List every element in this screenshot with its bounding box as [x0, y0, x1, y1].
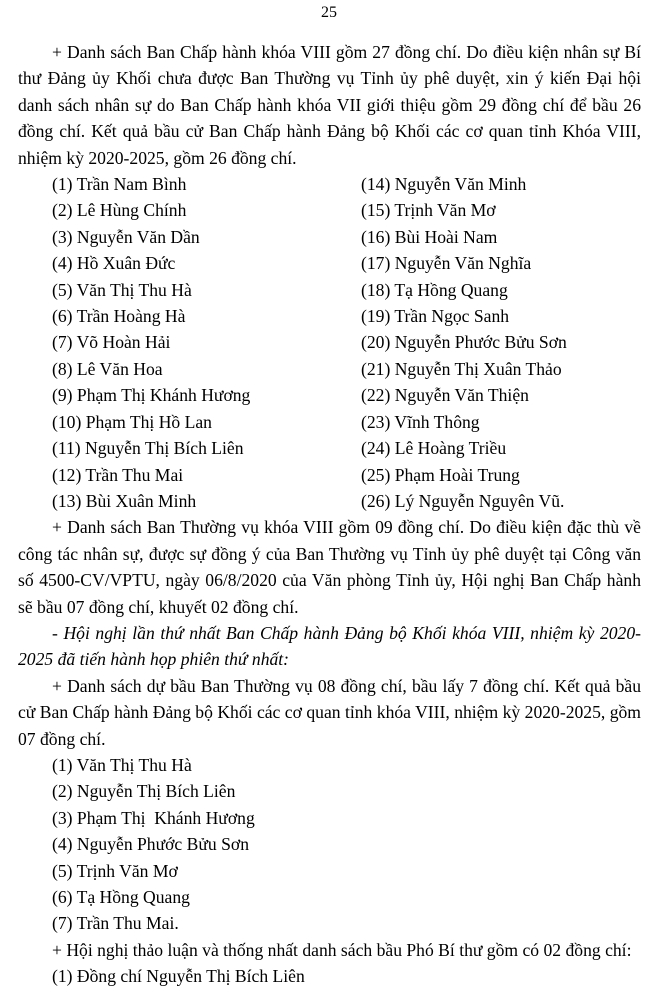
list-item: (13) Bùi Xuân Minh [52, 490, 197, 511]
list-item: (10) Phạm Thị Hồ Lan [52, 411, 212, 432]
list-item: (16) Bùi Hoài Nam [361, 226, 498, 247]
list-item: (11) Nguyễn Thị Bích Liên [52, 438, 244, 459]
list-item: (15) Trịnh Văn Mơ [361, 200, 496, 221]
paragraph-executive-committee-intro: + Danh sách Ban Chấp hành khóa VIII gồm 27 đồng chí. Do điều kiện nhân sự Bí thư Đảng ủy Khối chưa được Ban Thường vụ Tỉnh ủy phê duyệt, xin ý kiến Đại hội danh sách nhân sự do Ban Chấp hành khóa VII giới thiệu gồm 29 đồng chí để bầu 26 đồng chí. Kết quả bầu cử Ban Chấp hành Đảng bộ Khối các cơ quan tỉnh Khóa VIII, nhiệm kỳ 2020-2025, gồm 26 đồng chí. [18, 42, 641, 168]
deputy-secretary-list [18, 963, 641, 989]
list-item: (4) Nguyễn Phước Bửu Sơn [52, 834, 249, 855]
list-item: (4) Hồ Xuân Đức [52, 253, 176, 274]
executive-committee-list-left [18, 171, 325, 514]
list-item: (7) Trần Thu Mai. [52, 913, 179, 934]
list-item: (9) Phạm Thị Khánh Hương [52, 385, 251, 406]
paragraph-deputy-secretary: + Hội nghị thảo luận và thống nhất danh sách bầu Phó Bí thư gồm có 02 đồng chí: [52, 939, 632, 960]
list-item: (8) Lê Văn Hoa [52, 358, 163, 379]
list-item: (6) Tạ Hồng Quang [52, 887, 190, 907]
list-item: (3) Phạm Thị Khánh Hương [52, 807, 255, 828]
executive-committee-list-right [325, 171, 641, 514]
list-item: (23) Vĩnh Thông [361, 411, 480, 432]
paragraph-first-conference: - Hội nghị lần thứ nhất Ban Chấp hành Đảng bộ Khối khóa VIII, nhiệm kỳ 2020-2025 đã tiến hành họp phiên thứ nhất: [18, 622, 641, 670]
list-item: (5) Trịnh Văn Mơ [52, 860, 178, 881]
executive-committee-list [18, 171, 641, 514]
list-item: (5) Văn Thị Thu Hà [52, 279, 192, 300]
list-item: (25) Phạm Hoài Trung [361, 464, 520, 485]
document-body [18, 39, 641, 990]
list-item: (6) Trần Hoàng Hà [52, 306, 186, 327]
list-item: (26) Lý Nguyễn Nguyên Vũ. [361, 490, 565, 511]
standing-committee-list [18, 752, 641, 937]
list-item: (7) Võ Hoàn Hải [52, 332, 171, 353]
list-item: (2) Lê Hùng Chính [52, 200, 187, 221]
page-number: 25 [321, 4, 337, 21]
paragraph-standing-committee-election: + Danh sách dự bầu Ban Thường vụ 08 đồng chí, bầu lấy 7 đồng chí. Kết quả bầu cử Ban Chấp hành Đảng bộ Khối các cơ quan tỉnh khóa VIII, nhiệm kỳ 2020-2025, gồm 07 đồng chí. [18, 675, 641, 749]
list-item: (18) Tạ Hồng Quang [361, 279, 508, 300]
list-item: (1) Đồng chí Nguyễn Thị Bích Liên [52, 966, 305, 987]
list-item: (2) Nguyễn Thị Bích Liên [52, 781, 236, 802]
list-item: (17) Nguyễn Văn Nghĩa [361, 253, 532, 274]
list-item: (22) Nguyễn Văn Thiện [361, 385, 529, 406]
list-item: (3) Nguyễn Văn Dần [52, 226, 200, 247]
paragraph-standing-committee-intro: + Danh sách Ban Thường vụ khóa VIII gồm 09 đồng chí. Do điều kiện đặc thù về công tác nhân sự, được sự đồng ý của Ban Thường vụ Tỉnh ủy phê duyệt tại Công văn số 4500-CV/VPTU, ngày 06/8/2020 của Văn phòng Tỉnh ủy, Hội nghị Ban Chấp hành sẽ bầu 07 đồng chí, khuyết 02 đồng chí. [18, 517, 641, 617]
list-item: (14) Nguyễn Văn Minh [361, 174, 527, 195]
list-item: (1) Văn Thị Thu Hà [52, 754, 192, 775]
list-item: (24) Lê Hoàng Triều [361, 438, 507, 459]
list-item: (21) Nguyễn Thị Xuân Thảo [361, 358, 562, 379]
list-item: (19) Trần Ngọc Sanh [361, 306, 510, 327]
list-item: (20) Nguyễn Phước Bửu Sơn [361, 332, 567, 353]
list-item: (1) Trần Nam Bình [52, 174, 187, 195]
list-item: (12) Trần Thu Mai [52, 464, 184, 485]
